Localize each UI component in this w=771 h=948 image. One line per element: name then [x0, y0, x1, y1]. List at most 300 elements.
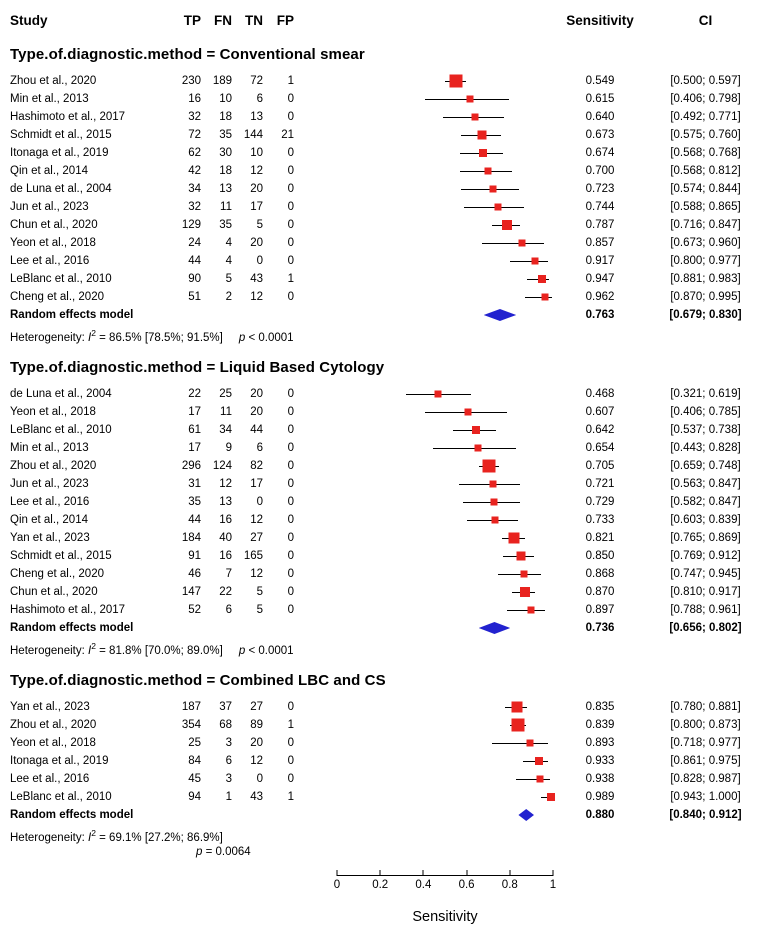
- summary-sensitivity: 0.763: [585, 309, 615, 321]
- forest-plot-cell: [294, 493, 560, 511]
- plot-scale: [337, 252, 553, 270]
- study-name: Lee et al., 2016: [10, 496, 90, 508]
- point-estimate-square: [527, 607, 534, 614]
- p-value: [196, 846, 771, 863]
- ci-value: [0.492; 0.771]: [670, 111, 741, 123]
- sensitivity-value: 0.673: [585, 129, 615, 141]
- ci-value: [0.406; 0.798]: [670, 93, 741, 105]
- tp-value: 24: [188, 237, 201, 249]
- heterogeneity-stat: = 86.5% [78.5%; 91.5%]: [95, 331, 223, 344]
- sensitivity-value: 0.654: [585, 442, 615, 454]
- forest-plot-cell: [294, 198, 560, 216]
- fp-value: 0: [287, 460, 294, 472]
- summary-label: Random effects model: [10, 809, 134, 821]
- plot-scale: [337, 108, 553, 126]
- forest-plot-cell: [294, 403, 560, 421]
- point-estimate-square: [485, 168, 492, 175]
- fp-value: 0: [287, 568, 294, 580]
- fp-value: 0: [287, 165, 294, 177]
- tn-value: 82: [250, 460, 263, 472]
- ci-line: [482, 243, 544, 244]
- summary-diamond: [479, 622, 511, 634]
- header-row: [0, 8, 771, 32]
- study-row: [0, 234, 771, 252]
- point-estimate-square: [478, 131, 487, 140]
- sensitivity-value: 0.938: [585, 773, 615, 785]
- study-name: Yeon et al., 2018: [10, 237, 96, 249]
- study-row: [0, 752, 771, 770]
- study-row: [0, 439, 771, 457]
- study-row: [0, 421, 771, 439]
- tp-value: 16: [188, 93, 201, 105]
- tn-value: 27: [250, 701, 263, 713]
- study-name: Yeon et al., 2018: [10, 737, 96, 749]
- fn-value: 68: [219, 719, 232, 731]
- sensitivity-value: 0.607: [585, 406, 615, 418]
- fp-value: 0: [287, 291, 294, 303]
- study-name: Yeon et al., 2018: [10, 406, 96, 418]
- fp-value: 0: [287, 773, 294, 785]
- axis-tick-label: 0.2: [372, 879, 389, 891]
- summary-row: [0, 619, 771, 637]
- point-estimate-square: [512, 719, 525, 732]
- axis-tick: [553, 870, 554, 876]
- fn-value: 16: [219, 514, 232, 526]
- tn-value: 20: [250, 183, 263, 195]
- forest-plot-cell: [294, 770, 560, 788]
- ci-value: [0.575; 0.760]: [670, 129, 741, 141]
- group-title: Type.of.diagnostic.method = Conventional smear: [10, 46, 365, 63]
- plot-scale: [337, 770, 553, 788]
- tp-value: 90: [188, 273, 201, 285]
- forest-plot-cell: [294, 601, 560, 619]
- ci-value: [0.828; 0.987]: [670, 773, 741, 785]
- ci-value: [0.563; 0.847]: [670, 478, 741, 490]
- heterogeneity-note: [10, 641, 771, 658]
- x-axis-title: Sensitivity: [412, 909, 478, 925]
- study-name: Yan et al., 2023: [10, 701, 90, 713]
- fn-value: 35: [219, 129, 232, 141]
- point-estimate-square: [521, 571, 528, 578]
- heterogeneity-stat: = 69.1% [27.2%; 86.9%]: [95, 831, 223, 844]
- sensitivity-value: 0.733: [585, 514, 615, 526]
- plot-scale: [337, 752, 553, 770]
- sensitivity-value: 0.821: [585, 532, 615, 544]
- ci-value: [0.800; 0.873]: [670, 719, 741, 731]
- study-row: [0, 72, 771, 90]
- study-row: [0, 565, 771, 583]
- tp-value: 187: [181, 701, 201, 713]
- ci-value: [0.500; 0.597]: [670, 75, 741, 87]
- study-row: [0, 716, 771, 734]
- study-name: Zhou et al., 2020: [10, 460, 97, 472]
- study-name: Hashimoto et al., 2017: [10, 111, 126, 123]
- fp-value: 0: [287, 586, 294, 598]
- fp-value: 0: [287, 388, 294, 400]
- p-symbol: p: [238, 331, 246, 344]
- study-row: [0, 252, 771, 270]
- heterogeneity-label: Heterogeneity:: [10, 644, 88, 657]
- tp-value: 45: [188, 773, 201, 785]
- tn-value: 17: [250, 478, 263, 490]
- study-row: [0, 270, 771, 288]
- forest-plot-cell: [294, 216, 560, 234]
- point-estimate-square: [547, 793, 555, 801]
- forest-plot-cell: [294, 252, 560, 270]
- fn-value: 4: [225, 237, 232, 249]
- tn-value: 0: [256, 255, 263, 267]
- study-row: [0, 788, 771, 806]
- study-row: [0, 601, 771, 619]
- col-header-tp: TP: [183, 12, 201, 28]
- ci-value: [0.443; 0.828]: [670, 442, 741, 454]
- tp-value: 91: [188, 550, 201, 562]
- forest-plot-cell: [294, 457, 560, 475]
- sensitivity-value: 0.642: [585, 424, 615, 436]
- point-estimate-square: [532, 258, 539, 265]
- summary-diamond: [484, 309, 517, 321]
- point-estimate-square: [516, 552, 525, 561]
- fp-value: 0: [287, 442, 294, 454]
- forest-plot-cell: [294, 583, 560, 601]
- point-estimate-square: [483, 460, 496, 473]
- col-header-tn: TN: [245, 12, 263, 28]
- plot-scale: [337, 716, 553, 734]
- tn-value: 6: [256, 442, 263, 454]
- study-name: Chun et al., 2020: [10, 586, 98, 598]
- tn-value: 10: [250, 147, 263, 159]
- study-row: [0, 583, 771, 601]
- fn-value: 2: [225, 291, 232, 303]
- summary-label: Random effects model: [10, 622, 134, 634]
- study-name: Lee et al., 2016: [10, 255, 90, 267]
- study-row: [0, 198, 771, 216]
- study-name: Itonaga et al., 2019: [10, 147, 109, 159]
- forest-plot-cell: [294, 752, 560, 770]
- plot-scale: [337, 734, 553, 752]
- plot-scale: [337, 421, 553, 439]
- axis-tick-label: 0: [333, 879, 341, 891]
- study-name: Yan et al., 2023: [10, 532, 90, 544]
- heterogeneity-note: [10, 328, 771, 345]
- fp-value: 0: [287, 237, 294, 249]
- axis-tick: [380, 870, 381, 876]
- summary-ci: [0.840; 0.912]: [669, 809, 742, 821]
- summary-row: [0, 306, 771, 324]
- ci-value: [0.673; 0.960]: [670, 237, 741, 249]
- axis-tick-label: 0.4: [415, 879, 432, 891]
- group-title: Type.of.diagnostic.method = Combined LBC and CS: [10, 672, 386, 689]
- point-estimate-square: [538, 275, 546, 283]
- study-name: Jun et al., 2023: [10, 201, 89, 213]
- tn-value: 20: [250, 388, 263, 400]
- study-row: [0, 144, 771, 162]
- sensitivity-value: 0.744: [585, 201, 615, 213]
- forest-plot-cell: [294, 126, 560, 144]
- tp-value: 94: [188, 791, 201, 803]
- tp-value: 25: [188, 737, 201, 749]
- forest-plot-cell: [294, 144, 560, 162]
- axis-line: [337, 875, 553, 876]
- ci-line: [492, 743, 548, 744]
- tp-value: 147: [181, 586, 201, 598]
- fn-value: 4: [225, 255, 232, 267]
- tp-value: 17: [188, 406, 201, 418]
- sensitivity-value: 0.962: [585, 291, 615, 303]
- fn-value: 6: [225, 755, 232, 767]
- forest-plot-cell: [294, 270, 560, 288]
- plot-scale: [337, 788, 553, 806]
- study-row: [0, 770, 771, 788]
- sensitivity-value: 0.549: [585, 75, 615, 87]
- study-row: [0, 90, 771, 108]
- i-squared-symbol: I: [88, 331, 92, 344]
- plot-scale: [337, 385, 553, 403]
- tp-value: 184: [181, 532, 201, 544]
- ci-value: [0.870; 0.995]: [670, 291, 741, 303]
- point-estimate-square: [519, 240, 526, 247]
- axis-tick: [423, 870, 424, 876]
- i-squared-exponent: 2: [91, 641, 96, 651]
- axis-scale: [333, 869, 557, 896]
- forest-plot-cell: [294, 421, 560, 439]
- fn-value: 13: [219, 183, 232, 195]
- fn-value: 3: [225, 773, 232, 785]
- fn-value: 124: [212, 460, 232, 472]
- fp-value: 0: [287, 550, 294, 562]
- ci-value: [0.718; 0.977]: [670, 737, 741, 749]
- forest-plot-cell: [294, 547, 560, 565]
- plot-scale: [337, 565, 553, 583]
- study-name: Cheng et al., 2020: [10, 291, 104, 303]
- summary-ci: [0.656; 0.802]: [669, 622, 742, 634]
- point-estimate-square: [541, 294, 548, 301]
- point-estimate-square: [466, 96, 473, 103]
- tp-value: 46: [188, 568, 201, 580]
- fn-value: 30: [219, 147, 232, 159]
- plot-scale: [337, 180, 553, 198]
- ci-value: [0.747; 0.945]: [670, 568, 741, 580]
- sensitivity-value: 0.857: [585, 237, 615, 249]
- study-name: Schmidt et al., 2015: [10, 550, 112, 562]
- forest-plot-cell: [294, 698, 560, 716]
- ci-value: [0.881; 0.983]: [670, 273, 741, 285]
- point-estimate-square: [475, 445, 482, 452]
- study-row: [0, 475, 771, 493]
- fp-value: 21: [281, 129, 294, 141]
- point-estimate-square: [535, 757, 543, 765]
- col-header-ci: CI: [698, 12, 713, 28]
- point-estimate-square: [449, 75, 462, 88]
- plot-scale: [337, 216, 553, 234]
- tn-value: 0: [256, 773, 263, 785]
- summary-sensitivity: 0.880: [585, 809, 615, 821]
- tn-value: 0: [256, 496, 263, 508]
- plot-scale: [337, 126, 553, 144]
- study-name: Zhou et al., 2020: [10, 75, 97, 87]
- sensitivity-value: 0.839: [585, 719, 615, 731]
- plot-scale: [337, 547, 553, 565]
- tp-value: 42: [188, 165, 201, 177]
- ci-value: [0.800; 0.977]: [670, 255, 741, 267]
- tn-value: 43: [250, 791, 263, 803]
- tn-value: 12: [250, 514, 263, 526]
- forest-plot-cell: [294, 288, 560, 306]
- plot-scale: [337, 806, 553, 824]
- sensitivity-value: 0.700: [585, 165, 615, 177]
- tp-value: 31: [188, 478, 201, 490]
- tn-value: 20: [250, 737, 263, 749]
- study-name: Zhou et al., 2020: [10, 719, 97, 731]
- plot-scale: [337, 439, 553, 457]
- col-header-fp: FP: [276, 12, 294, 28]
- fn-value: 189: [212, 75, 232, 87]
- summary-label: Random effects model: [10, 309, 134, 321]
- sensitivity-value: 0.893: [585, 737, 615, 749]
- tn-value: 72: [250, 75, 263, 87]
- plot-scale: [337, 475, 553, 493]
- tn-value: 144: [243, 129, 263, 141]
- i-squared-exponent: 2: [91, 828, 96, 838]
- tp-value: 51: [188, 291, 201, 303]
- ci-value: [0.603; 0.839]: [670, 514, 741, 526]
- forest-plot-cell: [294, 385, 560, 403]
- forest-plot-cell: [294, 475, 560, 493]
- point-estimate-square: [536, 776, 543, 783]
- fp-value: 1: [287, 791, 294, 803]
- sensitivity-value: 0.989: [585, 791, 615, 803]
- plot-scale: [337, 144, 553, 162]
- summary-sensitivity: 0.736: [585, 622, 615, 634]
- plot-scale: [337, 619, 553, 637]
- tn-value: 5: [256, 604, 263, 616]
- study-name: LeBlanc et al., 2010: [10, 424, 112, 436]
- fn-value: 12: [219, 478, 232, 490]
- tn-value: 17: [250, 201, 263, 213]
- group-title: Type.of.diagnostic.method = Liquid Based Cytology: [10, 359, 385, 376]
- fp-value: 0: [287, 255, 294, 267]
- fp-value: 0: [287, 111, 294, 123]
- ci-value: [0.765; 0.869]: [670, 532, 741, 544]
- tn-value: 5: [256, 586, 263, 598]
- forest-groups: [0, 46, 771, 863]
- ci-value: [0.780; 0.881]: [670, 701, 741, 713]
- heterogeneity-label: Heterogeneity:: [10, 331, 88, 344]
- point-estimate-square: [509, 533, 520, 544]
- plot-scale: [337, 306, 553, 324]
- x-axis: [294, 869, 560, 896]
- tp-value: 44: [188, 514, 201, 526]
- forest-plot-cell: [294, 306, 560, 324]
- p-value-text: < 0.0001: [245, 331, 294, 344]
- tp-value: 44: [188, 255, 201, 267]
- point-estimate-square: [526, 740, 533, 747]
- tn-value: 12: [250, 568, 263, 580]
- axis-tick: [466, 870, 467, 876]
- plot-scale: [337, 698, 553, 716]
- tn-value: 165: [243, 550, 263, 562]
- ci-value: [0.769; 0.912]: [670, 550, 741, 562]
- tp-value: 62: [188, 147, 201, 159]
- ci-value: [0.582; 0.847]: [670, 496, 741, 508]
- sensitivity-value: 0.729: [585, 496, 615, 508]
- tn-value: 5: [256, 219, 263, 231]
- sensitivity-value: 0.721: [585, 478, 615, 490]
- fp-value: 0: [287, 219, 294, 231]
- fn-value: 37: [219, 701, 232, 713]
- fp-value: 0: [287, 701, 294, 713]
- fp-value: 0: [287, 201, 294, 213]
- fp-value: 0: [287, 532, 294, 544]
- tn-value: 12: [250, 755, 263, 767]
- sensitivity-value: 0.787: [585, 219, 615, 231]
- ci-value: [0.943; 1.000]: [670, 791, 741, 803]
- fp-value: 0: [287, 604, 294, 616]
- tp-value: 61: [188, 424, 201, 436]
- forest-plot-cell: [294, 90, 560, 108]
- study-name: Schmidt et al., 2015: [10, 129, 112, 141]
- sensitivity-value: 0.835: [585, 701, 615, 713]
- summary-ci: [0.679; 0.830]: [669, 309, 742, 321]
- ci-value: [0.716; 0.847]: [670, 219, 741, 231]
- i-squared-symbol: I: [88, 644, 92, 657]
- tn-value: 44: [250, 424, 263, 436]
- plot-scale: [337, 403, 553, 421]
- tp-value: 17: [188, 442, 201, 454]
- plot-scale: [337, 270, 553, 288]
- tn-value: 20: [250, 406, 263, 418]
- p-value: [239, 332, 294, 344]
- heterogeneity-stat: = 81.8% [70.0%; 89.0%]: [95, 644, 223, 657]
- tp-value: 72: [188, 129, 201, 141]
- heterogeneity-label: Heterogeneity:: [10, 831, 88, 844]
- col-header-study: Study: [10, 12, 48, 28]
- sensitivity-value: 0.640: [585, 111, 615, 123]
- study-name: LeBlanc et al., 2010: [10, 273, 112, 285]
- plot-scale: [337, 288, 553, 306]
- study-row: [0, 162, 771, 180]
- study-row: [0, 698, 771, 716]
- p-symbol: p: [196, 846, 203, 858]
- forest-plot-cell: [294, 72, 560, 90]
- study-row: [0, 180, 771, 198]
- ci-value: [0.788; 0.961]: [670, 604, 741, 616]
- sensitivity-value: 0.674: [585, 147, 615, 159]
- heterogeneity-note: [10, 828, 771, 845]
- p-value-text: = 0.0064: [202, 846, 251, 858]
- study-row: [0, 493, 771, 511]
- point-estimate-square: [491, 499, 498, 506]
- fp-value: 0: [287, 93, 294, 105]
- tp-value: 230: [181, 75, 201, 87]
- point-estimate-square: [512, 702, 523, 713]
- study-row: [0, 126, 771, 144]
- study-name: Itonaga et al., 2019: [10, 755, 109, 767]
- i-squared-exponent: 2: [91, 328, 96, 338]
- plot-scale: [337, 90, 553, 108]
- point-estimate-square: [472, 114, 479, 121]
- plot-scale: [337, 72, 553, 90]
- plot-scale: [337, 234, 553, 252]
- point-estimate-square: [492, 517, 499, 524]
- fn-value: 25: [219, 388, 232, 400]
- forest-plot-cell: [294, 529, 560, 547]
- forest-plot-cell: [294, 788, 560, 806]
- p-value-text: < 0.0001: [245, 644, 294, 657]
- fp-value: 1: [287, 273, 294, 285]
- point-estimate-square: [490, 186, 497, 193]
- ci-value: [0.588; 0.865]: [670, 201, 741, 213]
